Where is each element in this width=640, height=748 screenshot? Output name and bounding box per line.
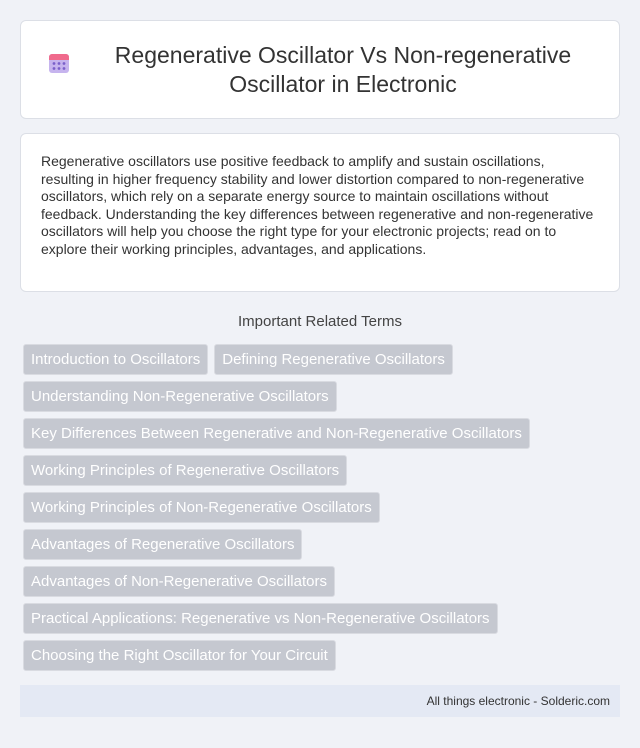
term-advantages-non-regenerative[interactable]: Advantages of Non-Regenerative Oscillators: [23, 566, 335, 597]
footer: [20, 685, 620, 717]
term-row: [23, 418, 623, 449]
term-row: [23, 344, 623, 375]
term-row: [23, 640, 623, 671]
term-row: [23, 381, 623, 412]
calendar-grid-icon: [47, 51, 71, 75]
title-card: [20, 20, 620, 119]
term-row: [23, 455, 623, 486]
page-title: Regenerative Oscillator Vs Non-regenerative Oscillator in Electronic: [114, 41, 572, 97]
intro-paragraph: Regenerative oscillators use positive feedback to amplify and sustain oscillations, resulting in higher frequency stability and lower distortion compared to non-regenerative oscillators, which rely on a separate energy source to maintain oscillations without feedback. Understanding the key differences between regenerative and non-regenerative oscillators will help you choose the right type for your electronic projects; read on to explore their working principles, advantages, and applications.: [41, 153, 594, 257]
term-understanding-non-regenerative-oscillators[interactable]: Understanding Non-Regenerative Oscillators: [23, 381, 337, 412]
term-row: [23, 566, 623, 597]
term-introduction-to-oscillators[interactable]: Introduction to Oscillators: [23, 344, 208, 375]
related-terms-list: [23, 344, 623, 677]
term-choosing-right-oscillator[interactable]: Choosing the Right Oscillator for Your Circuit: [23, 640, 336, 671]
term-row: [23, 529, 623, 560]
term-practical-applications[interactable]: Practical Applications: Regenerative vs Non-Regenerative Oscillators: [23, 603, 498, 634]
related-terms-heading: Important Related Terms: [238, 313, 402, 330]
intro-card: [20, 133, 620, 292]
term-working-principles-regenerative[interactable]: Working Principles of Regenerative Oscillators: [23, 455, 347, 486]
term-row: [23, 603, 623, 634]
term-row: [23, 492, 623, 523]
term-working-principles-non-regenerative[interactable]: Working Principles of Non-Regenerative Oscillators: [23, 492, 380, 523]
term-key-differences[interactable]: Key Differences Between Regenerative and Non-Regenerative Oscillators: [23, 418, 530, 449]
footer-text[interactable]: All things electronic - Solderic.com: [426, 694, 610, 708]
term-defining-regenerative-oscillators[interactable]: Defining Regenerative Oscillators: [214, 344, 453, 375]
term-advantages-regenerative[interactable]: Advantages of Regenerative Oscillators: [23, 529, 302, 560]
